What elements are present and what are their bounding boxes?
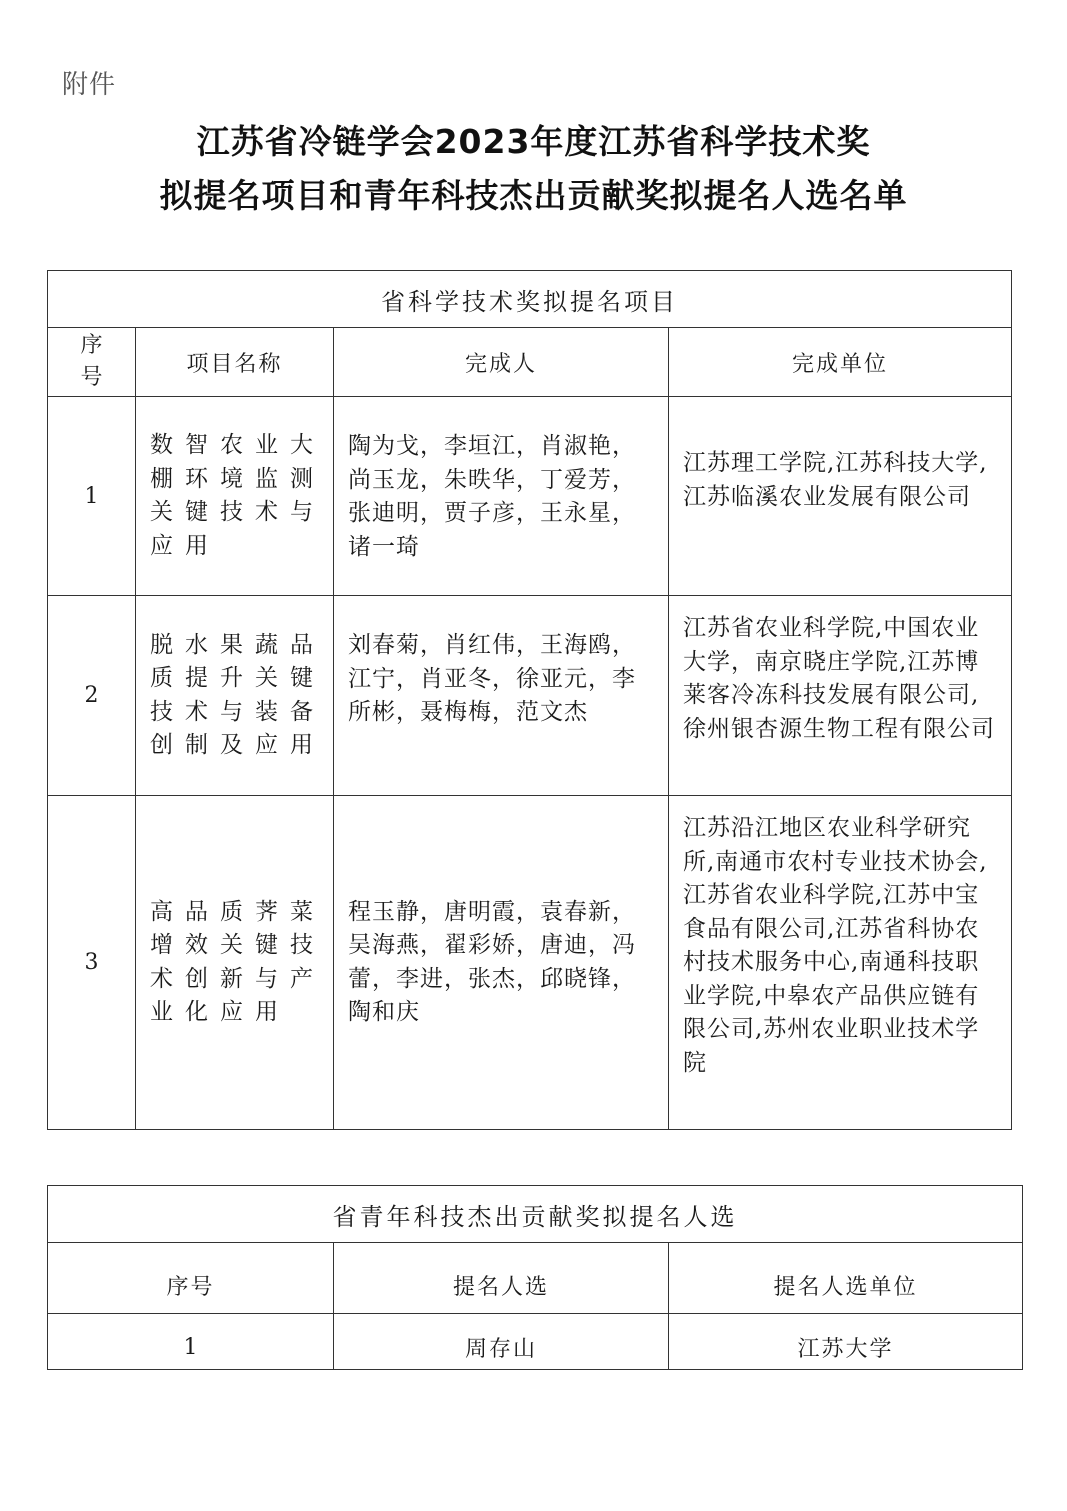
table-row <box>48 796 1012 1130</box>
row-project-name: 高品质荠菜增效关键技术创新与产业化应用 <box>136 796 334 1130</box>
row-project-name: 脱水果蔬品质提升关键技术与装备创制及应用 <box>136 596 334 796</box>
row-people: 陶为戈，李垣江，肖淑艳，尚玉龙，朱昳华，丁爱芳，张迪明，贾子彦，王永星，诸一琦 <box>334 397 669 596</box>
attachment-label: 附件 <box>62 70 117 100</box>
header-seq: 序号 <box>48 328 136 397</box>
table-row <box>48 596 1012 796</box>
document-title-line-2: 拟提名项目和青年科技杰出贡献奖拟提名人选名单 <box>159 176 908 215</box>
science-award-section-title: 省科学技术奖拟提名项目 <box>48 271 1012 328</box>
header-people: 完成人 <box>334 328 669 397</box>
science-award-table <box>47 270 1012 1130</box>
row-seq: 3 <box>48 796 136 1130</box>
header-candidate: 提名人选 <box>334 1243 669 1314</box>
row-units: 江苏理工学院,江苏科技大学,江苏临溪农业发展有限公司 <box>669 397 1012 596</box>
row-seq: 2 <box>48 596 136 796</box>
row-seq: 1 <box>48 397 136 596</box>
header-project-name: 项目名称 <box>136 328 334 397</box>
row-units: 江苏省农业科学院,中国农业大学，南京晓庄学院,江苏博莱客冷冻科技发展有限公司,徐州银杏源生物工程有限公司 <box>669 596 1012 796</box>
header-seq: 序号 <box>48 1243 334 1314</box>
row-seq: 1 <box>48 1314 334 1370</box>
row-people: 刘春菊，肖红伟，王海鸥，江宁，肖亚冬，徐亚元，李所彬，聂梅梅，范文杰 <box>334 596 669 796</box>
table-row <box>48 1314 1023 1370</box>
header-units: 完成单位 <box>669 328 1012 397</box>
row-people: 程玉静，唐明霞，袁春新，吴海燕，翟彩娇，唐迪，冯蕾，李进，张杰，邱晓锋，陶和庆 <box>334 796 669 1130</box>
row-candidate: 周存山 <box>334 1314 669 1370</box>
header-candidate-unit: 提名人选单位 <box>669 1243 1023 1314</box>
youth-award-table <box>47 1185 1023 1370</box>
youth-award-section-title: 省青年科技杰出贡献奖拟提名人选 <box>48 1186 1023 1243</box>
document-title-line-1: 江苏省冷链学会2023年度江苏省科学技术奖 <box>196 122 871 161</box>
table-row <box>48 397 1012 596</box>
row-project-name: 数智农业大棚环境监测关键技术与应用 <box>136 397 334 596</box>
row-candidate-unit: 江苏大学 <box>669 1314 1023 1370</box>
row-units: 江苏沿江地区农业科学研究所,南通市农村专业技术协会,江苏省农业科学院,江苏中宝食品有限公司,江苏省科协农村技术服务中心,南通科技职业学院,中皋农产品供应链有限公司,苏州农业职业技术学院 <box>669 796 1012 1130</box>
